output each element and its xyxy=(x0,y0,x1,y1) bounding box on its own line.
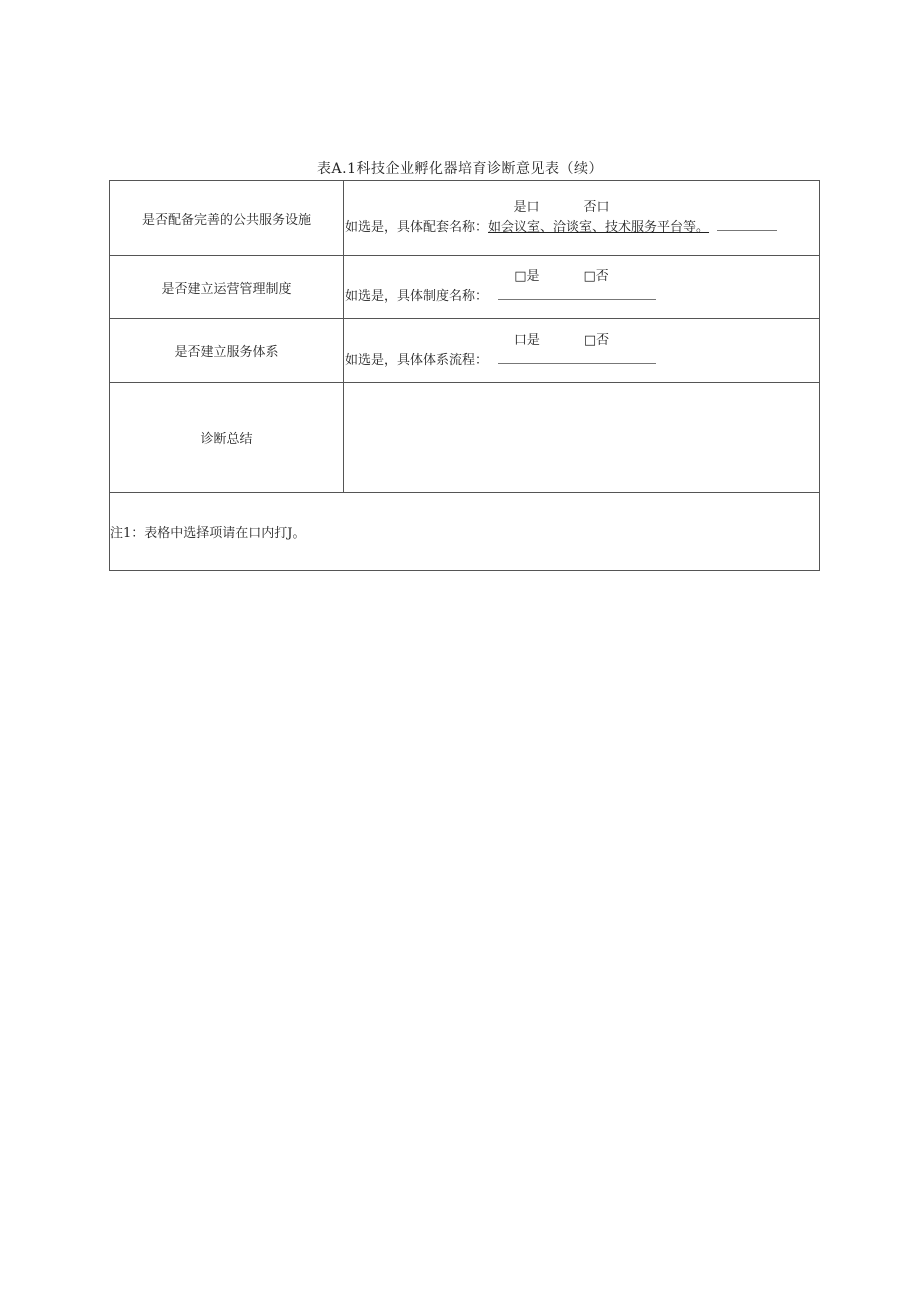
option-group xyxy=(344,198,819,218)
table-row xyxy=(110,181,820,256)
option-no-checkbox[interactable]: 否口 xyxy=(583,200,610,215)
summary-label: 诊断总结 xyxy=(110,383,344,493)
note-text: 注1：表格中选择项请在口内打J。 xyxy=(110,493,820,571)
row-label: 是否建立运营管理制度 xyxy=(110,256,344,319)
detail-label: 如选是，具体体系流程： xyxy=(345,352,489,368)
detail-value[interactable]: 如会议室、洽谈室、技术服务平台等。 xyxy=(488,220,710,235)
detail-blank-line[interactable] xyxy=(498,351,656,364)
detail-line xyxy=(344,287,819,307)
detail-line xyxy=(344,218,819,238)
detail-line xyxy=(344,351,819,371)
option-no-checkbox[interactable]: □否 xyxy=(583,269,609,284)
detail-blank-line[interactable] xyxy=(717,218,777,231)
table-row xyxy=(110,493,820,571)
table-row xyxy=(110,256,820,319)
option-group xyxy=(344,331,819,351)
option-yes-checkbox[interactable]: 是口 xyxy=(513,200,540,215)
detail-label: 如选是，具体配套名称： xyxy=(345,220,489,235)
summary-field[interactable] xyxy=(344,383,820,493)
table-row xyxy=(110,383,820,493)
row-label: 是否建立服务体系 xyxy=(110,319,344,383)
row-content xyxy=(344,256,820,319)
row-content xyxy=(344,181,820,256)
table-row xyxy=(110,319,820,383)
detail-label: 如选是，具体制度名称： xyxy=(345,289,489,304)
option-yes-checkbox[interactable]: 口是 xyxy=(513,332,540,348)
row-label: 是否配备完善的公共服务设施 xyxy=(110,181,344,256)
table-title: 表A.1科技企业孵化器培育诊断意见表（续） xyxy=(317,161,603,177)
row-content xyxy=(344,319,820,383)
option-group xyxy=(344,267,819,287)
detail-blank-line[interactable] xyxy=(498,287,656,300)
option-no-checkbox[interactable]: □否 xyxy=(583,332,610,348)
option-yes-checkbox[interactable]: □是 xyxy=(514,269,540,284)
diagnosis-table xyxy=(109,180,820,571)
